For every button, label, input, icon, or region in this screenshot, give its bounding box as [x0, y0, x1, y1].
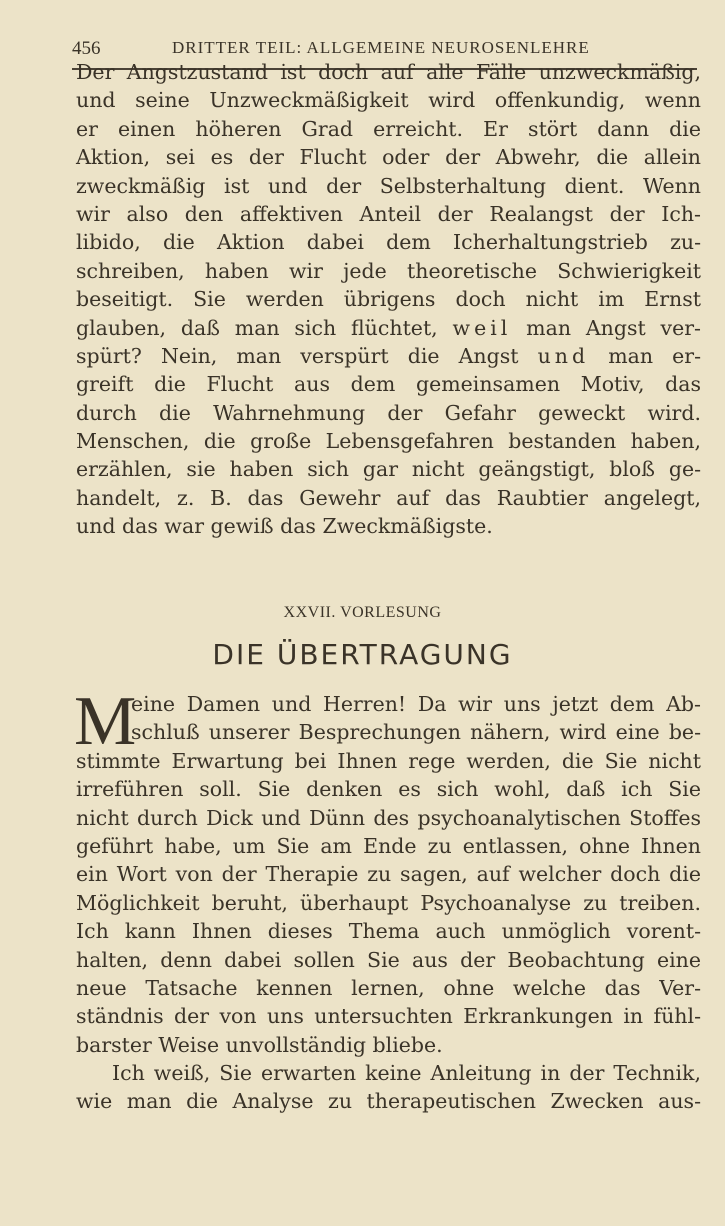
drop-cap: M — [74, 683, 137, 760]
emphasized-word: weil — [452, 315, 512, 340]
chapter-title: DIE ÜBERTRAGUNG — [212, 638, 513, 671]
text-line: libido, die Aktion dabei dem Icherhaltungstrieb zu- — [76, 230, 701, 255]
text-line: zweckmäßig ist und der Selbsterhaltung dient. Wenn — [76, 173, 701, 198]
text-line: schluß unserer Besprechungen nähern, wird eine be- — [131, 720, 701, 745]
text-line-emphasis — [76, 342, 701, 370]
text-line: handelt, z. B. das Gewehr auf das Raubtier angelegt, — [76, 485, 701, 510]
text-line: ein Wort von der Therapie zu sagen, auf welcher doch die — [76, 862, 701, 887]
text-line: irreführen soll. Sie denken es sich wohl, daß ich Sie — [76, 777, 701, 802]
chapter-number: XXVII. VORLESUNG — [283, 604, 442, 621]
text-line: Ich kann Ihnen dieses Thema auch unmöglich vorent- — [76, 919, 701, 944]
text-line: Ich weiß, Sie erwarten keine Anleitung in der Technik, — [112, 1061, 701, 1086]
text-fragment: spürt? Nein, man verspürt die Angst — [76, 343, 519, 368]
text-line: beseitigt. Sie werden übrigens doch nicht im Ernst — [76, 287, 701, 312]
text-fragment: glauben, daß man sich flüchtet, — [76, 315, 438, 340]
second-paragraph — [74, 683, 701, 1116]
text-line: eine Damen und Herren! Da wir uns jetzt dem Ab- — [131, 692, 701, 716]
text-line: Menschen, die große Lebensgefahren bestanden haben, — [76, 429, 701, 454]
text-fragment: man er- — [608, 343, 701, 368]
text-line: und seine Unzweckmäßigkeit wird offenkundig, wenn — [76, 88, 701, 113]
text-line: durch die Wahrnehmung der Gefahr geweckt wird. — [76, 400, 701, 425]
text-line: Möglichkeit beruht, überhaupt Psychoanalyse zu treiben. — [76, 890, 701, 915]
text-line: halten, denn dabei sollen Sie aus der Beobachtung eine — [76, 947, 701, 972]
text-line: neue Tatsache kennen lernen, ohne welche das Ver- — [76, 975, 701, 1000]
text-line: er einen höheren Grad erreicht. Er stört dann die — [76, 116, 701, 141]
emphasized-word: und — [537, 343, 590, 368]
text-line: Der Angstzustand ist doch auf alle Fälle unzweckmäßig, — [76, 60, 701, 84]
text-line: geführt habe, um Sie am Ende zu entlassen, ohne Ihnen — [76, 833, 701, 858]
text-line: barster Weise unvollständig bliebe. — [76, 1032, 443, 1057]
page-number: 456 — [72, 38, 101, 59]
text-line: Aktion, sei es der Flucht oder der Abwehr, die allein — [76, 145, 701, 170]
running-head: DRITTER TEIL: ALLGEMEINE NEUROSENLEHRE — [172, 38, 590, 57]
text-line: erzählen, sie haben sich gar nicht geängstigt, bloß ge- — [76, 457, 701, 482]
text-line: nicht durch Dick und Dünn des psychoanalytischen Stoffes — [76, 805, 701, 830]
text-fragment: man Angst ver- — [526, 315, 701, 340]
top-paragraph — [76, 58, 701, 541]
text-line: stimmte Erwartung bei Ihnen rege werden, die Sie nicht — [76, 748, 701, 773]
text-line: und das war gewiß das Zweckmäßigste. — [76, 514, 493, 539]
text-line: schreiben, haben wir jede theoretische Schwierigkeit — [76, 258, 701, 283]
text-line: ständnis der von uns untersuchten Erkrankungen in fühl- — [76, 1004, 701, 1029]
text-line: wir also den affektiven Anteil der Realangst der Ich- — [76, 201, 701, 226]
text-line: wie man die Analyse zu therapeutischen Zwecken aus- — [76, 1089, 701, 1114]
text-line-emphasis — [76, 314, 701, 342]
text-line: greift die Flucht aus dem gemeinsamen Motiv, das — [76, 372, 701, 397]
